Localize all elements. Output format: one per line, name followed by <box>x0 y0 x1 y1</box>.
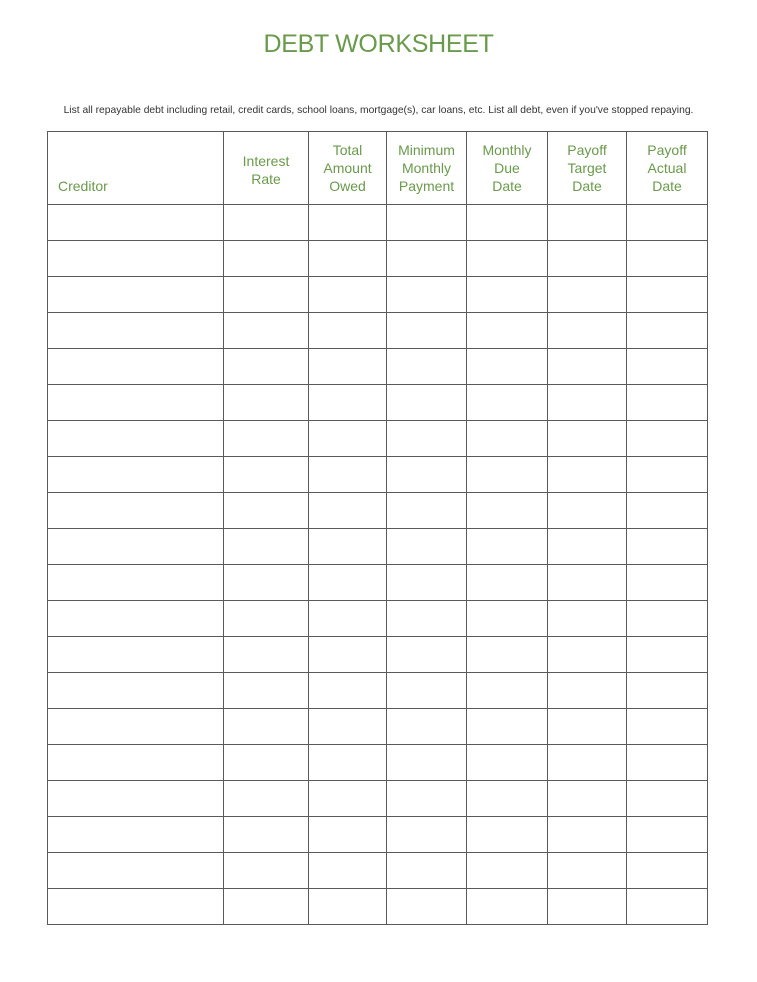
header-minimum-monthly-payment <box>387 132 467 205</box>
table-cell[interactable] <box>309 709 387 745</box>
table-cell[interactable] <box>627 637 708 673</box>
table-cell[interactable] <box>387 349 467 385</box>
table-cell[interactable] <box>48 349 224 385</box>
table-cell[interactable] <box>309 493 387 529</box>
table-cell[interactable] <box>627 277 708 313</box>
table-cell[interactable] <box>309 385 387 421</box>
table-cell[interactable] <box>48 241 224 277</box>
table-row <box>48 385 708 421</box>
table-cell[interactable] <box>548 781 627 817</box>
table-cell[interactable] <box>387 817 467 853</box>
table-cell[interactable] <box>387 421 467 457</box>
table-cell[interactable] <box>309 241 387 277</box>
table-cell[interactable] <box>387 637 467 673</box>
table-cell[interactable] <box>467 313 548 349</box>
table-cell[interactable] <box>548 493 627 529</box>
header-monthly-due-date <box>467 132 548 205</box>
table-row <box>48 277 708 313</box>
table-cell[interactable] <box>387 493 467 529</box>
table-row <box>48 241 708 277</box>
table-cell[interactable] <box>224 529 309 565</box>
page-title: DEBT WORKSHEET <box>263 30 494 58</box>
table-cell[interactable] <box>467 781 548 817</box>
table-cell[interactable] <box>309 601 387 637</box>
table-row <box>48 565 708 601</box>
table-cell[interactable] <box>224 205 309 241</box>
table-cell[interactable] <box>467 709 548 745</box>
table-cell[interactable] <box>627 781 708 817</box>
table-cell[interactable] <box>548 745 627 781</box>
table-cell[interactable] <box>467 889 548 925</box>
header-line: Payoff <box>567 142 607 158</box>
header-line: Total <box>332 142 363 158</box>
table-cell[interactable] <box>627 349 708 385</box>
header-line: Date <box>572 178 602 194</box>
table-header-row <box>48 132 708 205</box>
table-cell[interactable] <box>467 277 548 313</box>
table-cell[interactable] <box>309 565 387 601</box>
table-cell[interactable] <box>387 889 467 925</box>
table-cell[interactable] <box>224 601 309 637</box>
header-line: Monthly <box>401 160 452 176</box>
table-cell[interactable] <box>48 565 224 601</box>
table-cell[interactable] <box>627 565 708 601</box>
table-cell[interactable] <box>387 601 467 637</box>
table-cell[interactable] <box>627 709 708 745</box>
table-row <box>48 313 708 349</box>
table-cell[interactable] <box>627 205 708 241</box>
header-line: Interest <box>242 153 290 169</box>
table-cell[interactable] <box>48 745 224 781</box>
table-cell[interactable] <box>224 349 309 385</box>
debt-table <box>47 131 708 925</box>
table-cell[interactable] <box>387 205 467 241</box>
table-cell[interactable] <box>548 205 627 241</box>
table-cell[interactable] <box>627 385 708 421</box>
table-cell[interactable] <box>224 781 309 817</box>
table-cell[interactable] <box>309 313 387 349</box>
table-cell[interactable] <box>224 457 309 493</box>
table-cell[interactable] <box>627 457 708 493</box>
table-cell[interactable] <box>48 673 224 709</box>
table-cell[interactable] <box>48 313 224 349</box>
header-creditor <box>48 132 224 205</box>
instructions-text: List all repayable debt including retail, credit cards, school loans, mortgage(s), car loans, etc. List all debt, even if you've stopped repaying. <box>63 105 694 116</box>
table-row <box>48 817 708 853</box>
table-cell[interactable] <box>467 493 548 529</box>
table-cell[interactable] <box>224 709 309 745</box>
header-line: Date <box>492 178 522 194</box>
table-cell[interactable] <box>387 277 467 313</box>
table-cell[interactable] <box>467 385 548 421</box>
table-cell[interactable] <box>548 421 627 457</box>
table-cell[interactable] <box>467 241 548 277</box>
header-payoff-actual-date <box>627 132 708 205</box>
table-cell[interactable] <box>627 889 708 925</box>
table-cell[interactable] <box>48 601 224 637</box>
table-cell[interactable] <box>309 637 387 673</box>
table-cell[interactable] <box>224 745 309 781</box>
table-cell[interactable] <box>387 529 467 565</box>
table-cell[interactable] <box>224 889 309 925</box>
table-cell[interactable] <box>548 817 627 853</box>
table-row <box>48 601 708 637</box>
table-cell[interactable] <box>627 853 708 889</box>
table-cell[interactable] <box>309 421 387 457</box>
table-cell[interactable] <box>548 673 627 709</box>
header-line: Target <box>567 160 607 176</box>
table-cell[interactable] <box>48 421 224 457</box>
table-cell[interactable] <box>387 241 467 277</box>
table-row <box>48 853 708 889</box>
table-cell[interactable] <box>467 637 548 673</box>
table-cell[interactable] <box>309 889 387 925</box>
table-cell[interactable] <box>467 529 548 565</box>
table-cell[interactable] <box>387 745 467 781</box>
table-cell[interactable] <box>387 673 467 709</box>
table-row <box>48 709 708 745</box>
table-row <box>48 493 708 529</box>
table-cell[interactable] <box>467 817 548 853</box>
header-line: Payment <box>398 178 455 194</box>
table-cell[interactable] <box>548 853 627 889</box>
header-interest-rate <box>224 132 309 205</box>
table-cell[interactable] <box>224 241 309 277</box>
table-cell[interactable] <box>548 457 627 493</box>
table-cell[interactable] <box>224 385 309 421</box>
table-cell[interactable] <box>48 457 224 493</box>
table-cell[interactable] <box>309 349 387 385</box>
header-line: Payoff <box>647 142 687 158</box>
header-line: Monthly <box>482 142 532 158</box>
table-row <box>48 889 708 925</box>
table-cell[interactable] <box>467 853 548 889</box>
table-cell[interactable] <box>48 385 224 421</box>
table-cell[interactable] <box>467 673 548 709</box>
table-row <box>48 529 708 565</box>
table-cell[interactable] <box>309 205 387 241</box>
table-cell[interactable] <box>224 565 309 601</box>
table-cell[interactable] <box>467 601 548 637</box>
header-line: Owed <box>329 178 366 194</box>
table-cell[interactable] <box>309 817 387 853</box>
table-cell[interactable] <box>467 565 548 601</box>
header-line: Amount <box>323 160 372 176</box>
table-cell[interactable] <box>224 421 309 457</box>
table-cell[interactable] <box>48 277 224 313</box>
table-cell[interactable] <box>224 313 309 349</box>
table-cell[interactable] <box>467 349 548 385</box>
table-cell[interactable] <box>48 493 224 529</box>
table-cell[interactable] <box>627 493 708 529</box>
table-row <box>48 637 708 673</box>
table-row <box>48 745 708 781</box>
table-cell[interactable] <box>627 817 708 853</box>
table-cell[interactable] <box>548 529 627 565</box>
table-row <box>48 781 708 817</box>
table-cell[interactable] <box>548 277 627 313</box>
table-cell[interactable] <box>309 745 387 781</box>
table-cell[interactable] <box>224 637 309 673</box>
table-row <box>48 205 708 241</box>
table-cell[interactable] <box>309 277 387 313</box>
table-cell[interactable] <box>48 781 224 817</box>
table-cell[interactable] <box>387 565 467 601</box>
table-cell[interactable] <box>467 457 548 493</box>
header-line: Date <box>652 178 682 194</box>
header-line: Actual <box>647 160 687 176</box>
table-cell[interactable] <box>627 313 708 349</box>
table-cell[interactable] <box>224 853 309 889</box>
table-body <box>48 205 708 925</box>
table-cell[interactable] <box>387 385 467 421</box>
table-cell[interactable] <box>387 781 467 817</box>
header-payoff-target-date <box>548 132 627 205</box>
table-cell[interactable] <box>309 673 387 709</box>
table-cell[interactable] <box>548 637 627 673</box>
table-cell[interactable] <box>548 601 627 637</box>
table-cell[interactable] <box>48 817 224 853</box>
table-cell[interactable] <box>224 493 309 529</box>
table-cell[interactable] <box>224 277 309 313</box>
table-cell[interactable] <box>387 709 467 745</box>
table-cell[interactable] <box>309 457 387 493</box>
table-cell[interactable] <box>548 709 627 745</box>
table-cell[interactable] <box>627 745 708 781</box>
table-cell[interactable] <box>548 241 627 277</box>
table-cell[interactable] <box>48 205 224 241</box>
table-cell[interactable] <box>387 313 467 349</box>
header-line: Minimum <box>398 142 455 158</box>
header-line: Rate <box>251 171 281 187</box>
header-line: Due <box>494 160 520 176</box>
table-cell[interactable] <box>48 709 224 745</box>
table-cell[interactable] <box>467 421 548 457</box>
table-row <box>48 457 708 493</box>
table-cell[interactable] <box>627 529 708 565</box>
table-cell[interactable] <box>309 781 387 817</box>
table-cell[interactable] <box>548 313 627 349</box>
table-cell[interactable] <box>627 601 708 637</box>
table-cell[interactable] <box>48 853 224 889</box>
table-cell[interactable] <box>627 421 708 457</box>
table-cell[interactable] <box>309 529 387 565</box>
table-cell[interactable] <box>627 673 708 709</box>
table-cell[interactable] <box>467 205 548 241</box>
table-cell[interactable] <box>224 673 309 709</box>
table-cell[interactable] <box>548 349 627 385</box>
table-cell[interactable] <box>548 889 627 925</box>
table-row <box>48 349 708 385</box>
table-row <box>48 421 708 457</box>
header-line: Creditor <box>58 178 108 194</box>
table-cell[interactable] <box>467 745 548 781</box>
table-cell[interactable] <box>627 241 708 277</box>
table-cell[interactable] <box>548 565 627 601</box>
table-cell[interactable] <box>48 889 224 925</box>
table-cell[interactable] <box>48 529 224 565</box>
table-row <box>48 673 708 709</box>
table-cell[interactable] <box>309 853 387 889</box>
table-cell[interactable] <box>224 817 309 853</box>
table-cell[interactable] <box>548 385 627 421</box>
table-cell[interactable] <box>387 457 467 493</box>
table-cell[interactable] <box>387 853 467 889</box>
table-cell[interactable] <box>48 637 224 673</box>
header-total-amount-owed <box>309 132 387 205</box>
